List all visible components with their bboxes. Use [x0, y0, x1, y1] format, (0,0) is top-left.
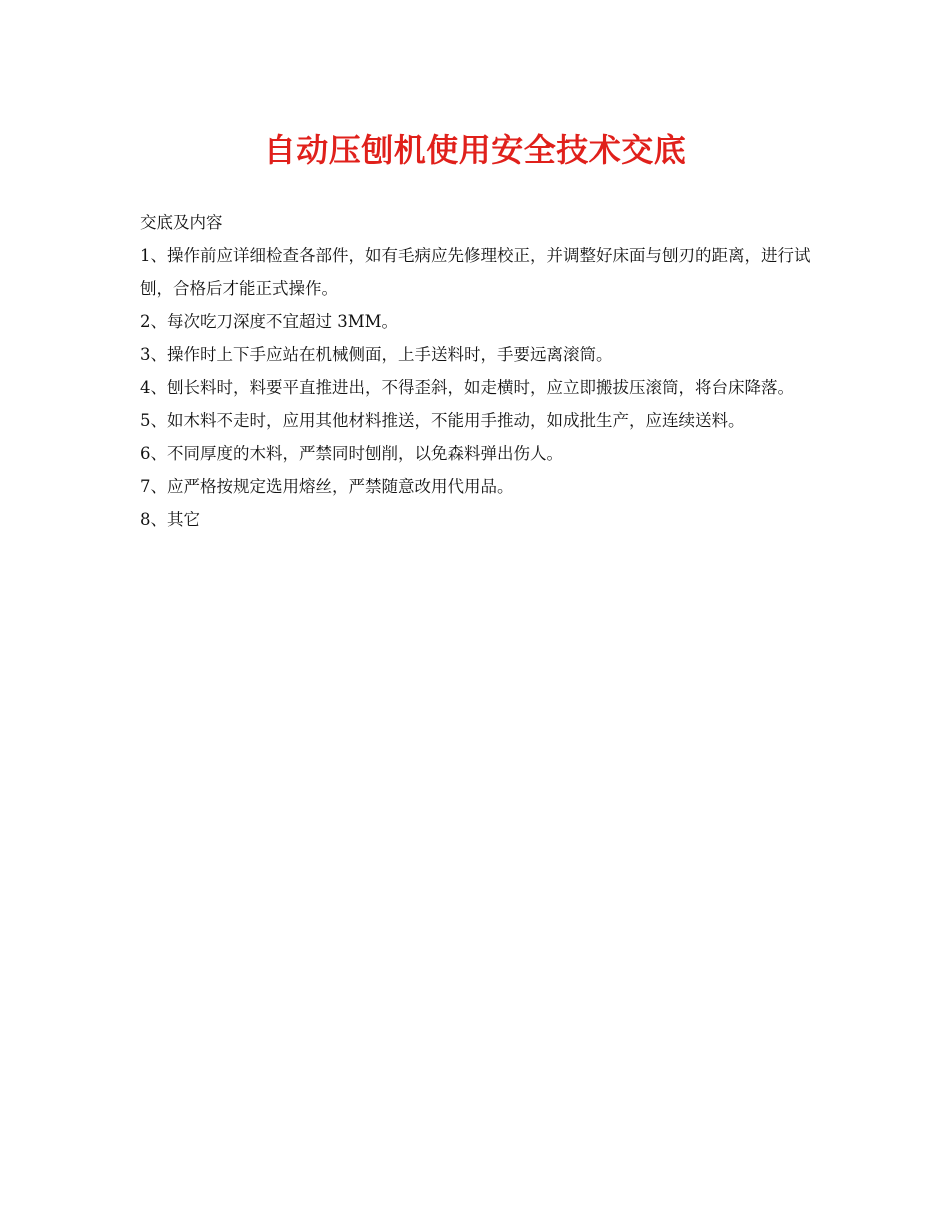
- list-item: 1、操作前应详细检查各部件，如有毛病应先修理校正，并调整好床面与刨刃的距离，进行试刨，合格后才能正式操作。: [140, 246, 811, 298]
- list-item: 6、不同厚度的木料，严禁同时刨削，以免森料弹出伤人。: [140, 444, 563, 463]
- list-item: 7、应严格按规定选用熔丝，严禁随意改用代用品。: [140, 477, 514, 496]
- list-item: 8、其它: [140, 510, 200, 529]
- list-item: 3、操作时上下手应站在机械侧面，上手送料时，手要远离滚筒。: [140, 345, 613, 364]
- list-item: 2、每次吃刀深度不宜超过 3MM。: [140, 312, 399, 331]
- section-heading: 交底及内容: [140, 213, 223, 232]
- list-item: 4、刨长料时，料要平直推进出，不得歪斜，如走横时，应立即搬拔压滚筒，将台床降落。: [140, 378, 794, 397]
- document-title: 自动压刨机使用安全技术交底: [263, 131, 687, 169]
- document-body: [140, 206, 815, 536]
- list-item: 5、如木料不走时，应用其他材料推送，不能用手推动，如成批生产，应连续送料。: [140, 411, 745, 430]
